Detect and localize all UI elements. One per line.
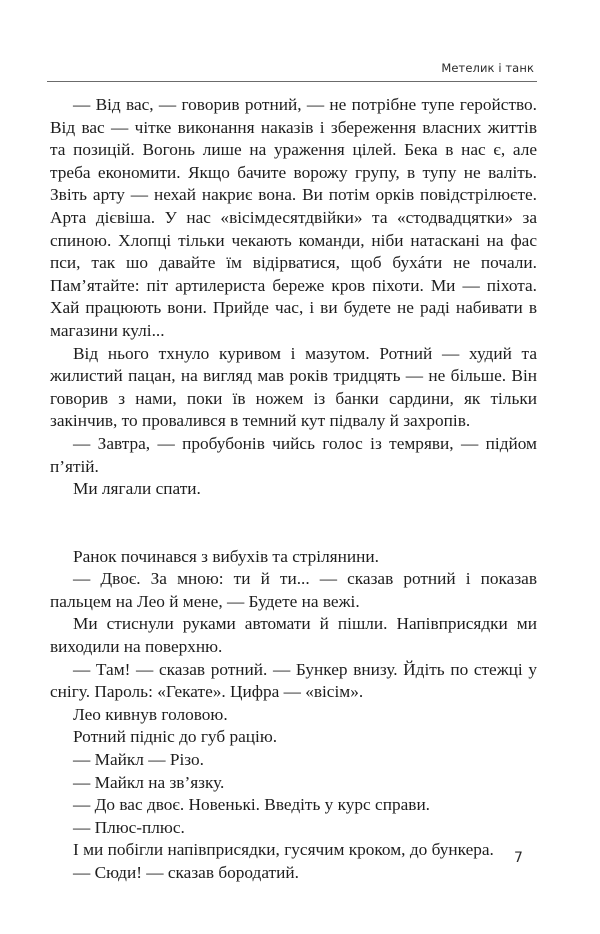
paragraph: Лео кивнув головою. [73,704,228,724]
paragraph: — Майкл на зв’язку. [73,772,225,792]
paragraph: — Від вас, — говорив ротний, — не потрібне тупе геройство. Від вас — чітке виконання наказів і збереження власних життів та позицій. Вогонь лише на ураження цілей. Бека в нас є, але треба економити. Якщо бачите ворожу групу, в тупу не валіть. Звіть арту — нехай накриє вона. Ви потім орків повідстрілюєте. Арта дієвіша. У нас «вісімдесятдвійки» та «стодвадцятки» за спиною. Хлопці тільки чекають команди, ніби натаскані на фас пси, так шо давайте їм відірватися, щоб бухáти не почали. Пам’ятайте: піт артилериста береже кров піхоти. Ми — піхота. Хай працюють вони. Прийде час, і ви будете не раді набивати в магазини кулі... [50,95,537,340]
paragraph: — Сюди! — сказав бородатий. [73,863,299,882]
paragraph: — Завтра, — пробубонів чийсь голос із темряви, — підйом п’ятій. [50,433,537,476]
paragraph: Ротний підніс до губ рацію. [73,727,278,747]
paragraph: — Двоє. За мною: ти й ти... — сказав ротний і показав пальцем на Лео й мене, — Будете на вежі. [50,569,537,611]
paragraph: Від нього тхнуло куривом і мазутом. Ротний — худий та жилистий пацан, на вигляд мав років тридцять — не більше. Він говорив з нами, поки їв ножем із банки сардини, як тільки закінчив, то провалився в темний кут підвалу й захропів. [50,343,537,431]
body-text [50,94,537,885]
paragraph: Ми стиснули руками автомати й пішли. Напівприсядки ми виходили на поверхню. [50,614,537,657]
paragraph: — До вас двоє. Новенькі. Введіть у курс справи. [73,795,431,815]
paragraph: Ми лягали спати. [73,479,201,499]
paragraph: — Там! — сказав ротний. — Бункер внизу. Йдіть по стежці у снігу. Пароль: «Гекате». Цифра — «вісім». [50,659,537,702]
paragraph: Ранок починався з вибухів та стрілянини. [73,546,379,566]
paragraph: — Майкл — Різо. [73,750,204,770]
running-head [47,60,537,82]
running-head-title: Метелик і танк [441,61,534,75]
section-break [50,501,537,546]
paragraph: — Плюс-плюс. [73,817,185,837]
paragraph: І ми побігли напівприсядки, гусячим кроком, до бункера. [73,840,494,860]
page-number: 7 [514,850,523,866]
